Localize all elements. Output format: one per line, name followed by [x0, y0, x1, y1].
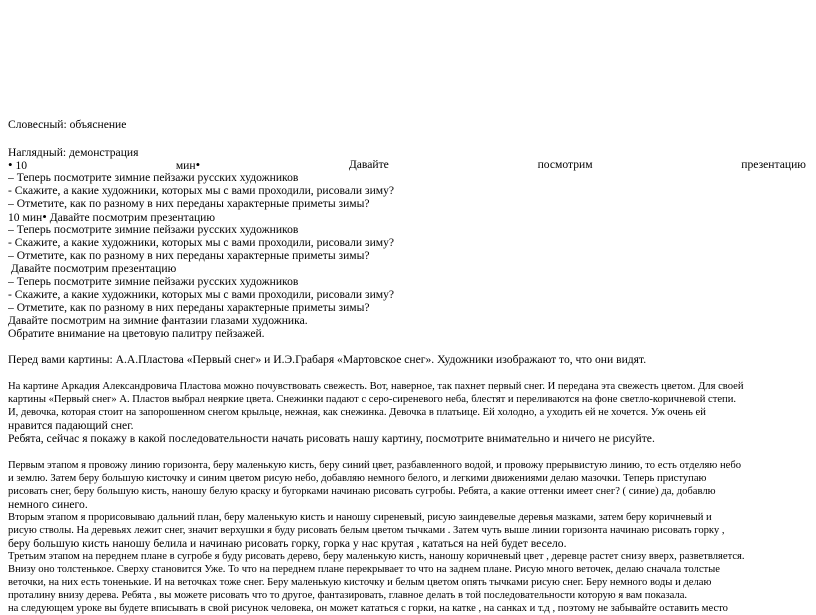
block2-line: – Отметите, как по разному в них переданы характерные приметы зимы?	[8, 249, 370, 262]
first-row-word-2: посмотрим	[537, 158, 593, 171]
stage-line: Внизу оно толстенькое. Сверху становится Уже. То что на переднем плане перекрывает то что на заднем плане. Рисую много веточек, делаю сначала толстые	[8, 564, 720, 575]
plastov-line: картины «Первый снег» А. Пластов выбрал неяркие цвета. Снежинки падают с серо-сиреневого неба, блестят и переливаются на фоне светло-коричневой степи.	[8, 394, 737, 405]
first-row-time-group	[8, 158, 27, 172]
first-row-time: 10	[15, 159, 28, 172]
plastov-line: Ребята, сейчас я покажу в какой последовательности начать рисовать нашу картину, посмотрите внимательно и ничего не рисуйте.	[8, 432, 655, 445]
first-row	[8, 158, 806, 172]
block1-line: – Теперь посмотрите зимние пейзажи русских художников	[8, 171, 299, 184]
block3-line: - Скажите, а какие художники, которых мы с вами проходили, рисовали зиму?	[8, 288, 395, 301]
first-row-word-1: Давайте	[348, 158, 389, 171]
row2-time: 10 мин	[8, 211, 43, 224]
palette-line: Обратите внимание на цветовую палитру пейзажей.	[8, 327, 265, 340]
stage-line: рисовать снег, беру большую кисть, наношу белую краску и бугорками начинаю рисовать сугробы. Ребята, а какие оттенки имеет снег? ( синие) да, добавлю	[8, 486, 716, 497]
bullet-icon: •	[8, 158, 13, 172]
block2-line: – Теперь посмотрите зимние пейзажи русских художников	[8, 223, 299, 236]
block2-line: - Скажите, а какие художники, которых мы с вами проходили, рисовали зиму?	[8, 236, 395, 249]
first-row-unit: мин	[175, 159, 196, 172]
stage-line: рисую стволы. На деревьях лежит снег, значит верхушки я буду рисовать белым цветом тычками . Затем чуть выше линии горизонта начинаю рисовать горку ,	[8, 525, 725, 536]
bullet-icon: •	[195, 158, 201, 172]
first-row-word-3: презентацию	[741, 158, 806, 171]
block1-line: - Скажите, а какие художники, которых мы с вами проходили, рисовали зиму?	[8, 184, 395, 197]
stage-line: беру большую кисть наношу белила и начинаю рисовать горку, горка у нас крутая , кататься на ней будет весело.	[8, 537, 567, 550]
row3: Давайте посмотрим презентацию	[8, 262, 177, 275]
row2	[8, 210, 806, 224]
plastov-line: И, девочка, которая стоит на запорошенном снегом крыльце, нежная, как снежинка. Девочка в платьице. Ей холодно, а уходить ей не хочется. Уж очень ей	[8, 407, 706, 418]
block3-line: – Отметите, как по разному в них переданы характерные приметы зимы?	[8, 301, 370, 314]
block1-line: – Отметите, как по разному в них переданы характерные приметы зимы?	[8, 197, 370, 210]
section-verbal: Словесный: объяснение	[8, 118, 127, 131]
plastov-line: На картине Аркадия Александровича Пластова можно почувствовать свежесть. Вот, наверное, так пахнет первый снег. И передана эта свежесть цветом. Для своей	[8, 381, 744, 392]
row2-text: Давайте посмотрим презентацию	[46, 211, 216, 224]
section-visual: Наглядный: демонстрация	[8, 146, 139, 159]
stage-line: немного синего.	[8, 498, 88, 511]
stage-line: Вторым этапом я прорисовываю дальний план, беру маленькую кисть и наношу сиреневый, рисую заиндевелые деревья мазками, затем беру коричневый и	[8, 512, 712, 523]
fantasy-line: Давайте посмотрим на зимние фантазии глазами художника.	[8, 314, 308, 327]
pictures-line: Перед вами картины: А.А.Пластова «Первый снег» и И.Э.Грабаря «Мартовское снег». Художники изображают то, что они видят.	[8, 353, 647, 366]
block3-line: – Теперь посмотрите зимние пейзажи русских художников	[8, 275, 299, 288]
plastov-line: нравится падающий снег.	[8, 419, 134, 432]
bullet-icon: •	[42, 210, 47, 224]
stage-line: проталину внизу дерева. Ребята , вы можете рисовать что то другое, фантазировать, главное делать в той последовательности которую я вам показала.	[8, 590, 688, 601]
first-row-unit-group	[176, 158, 200, 172]
stage-line: Третьим этапом на переднем плане в сугробе я буду рисовать дерево, беру маленькую кисть, наношу коричневый цвет , деревце растет снизу вверх, разветвляется.	[8, 551, 745, 562]
stage-line: на следующем уроке вы будете вписывать в свой рисунок человека, он может кататься с горки, на катке , на санках и т.д , поэтому не забывайте оставить место	[8, 603, 728, 614]
stage-line: и землю. Затем беру большую кисточку и синим цветом рисую небо, добавляю немного белого, и легкими движениями делаю мазочки. Теперь приступаю	[8, 473, 707, 484]
stage-line: веточки, на них есть тоненькие. И на веточках тоже снег. Беру маленькую кисточку и белым цветом опять тычками рисую снег. Беру немного воды и делаю	[8, 577, 712, 588]
stage-line: Первым этапом я провожу линию горизонта, беру маленькую кисть, беру синий цвет, разбавленного водой, и провожу прерывистую линию, то есть отделяю небо	[8, 460, 742, 471]
